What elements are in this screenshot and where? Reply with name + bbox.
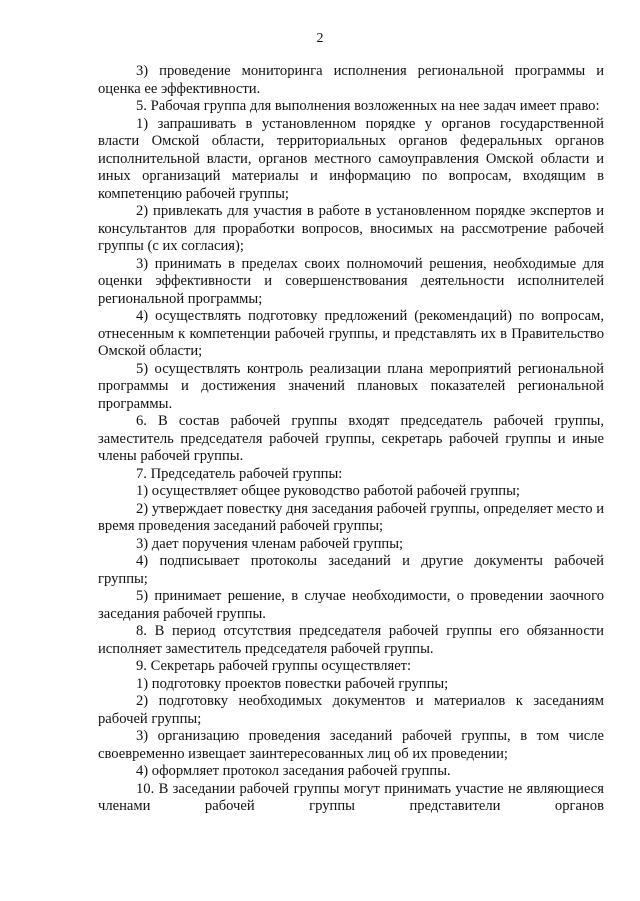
paragraph: 4) подписывает протоколы заседаний и другие документы рабочей группы; xyxy=(98,553,604,587)
paragraph: 5) принимает решение, в случае необходимости, о проведении заочного заседания рабочей группы. xyxy=(98,588,604,622)
paragraph: 3) организацию проведения заседаний рабочей группы, в том числе своевременно извещает заинтересованных лиц об их проведении; xyxy=(98,728,604,762)
paragraph: 7. Председатель рабочей группы: xyxy=(136,465,343,482)
paragraph: 4) осуществлять подготовку предложений (рекомендаций) по вопросам, отнесенным к компетенции рабочей группы, и представлять их в Правительство Омской области; xyxy=(98,308,604,359)
paragraph: 2) утверждает повестку дня заседания рабочей группы, определяет место и время проведения заседаний рабочей группы; xyxy=(98,500,604,534)
document-body xyxy=(98,63,604,816)
paragraph: 5) осуществлять контроль реализации плана мероприятий региональной программы и достижения значений плановых показателей региональной программы. xyxy=(98,360,604,412)
paragraph: 6. В состав рабочей группы входят председатель рабочей группы, заместитель председателя рабочей группы, секретарь рабочей группы и иные члены рабочей группы. xyxy=(98,413,604,464)
paragraph: 2) подготовку необходимых документов и материалов к заседаниям рабочей группы; xyxy=(98,693,604,727)
paragraph: 1) запрашивать в установленном порядке у органов государственной власти Омской области, территориальных органов федеральных органов исполнительной власти, органов местного самоуправления Омской области и иных организаций материалы и информацию по вопросам, входящим в компетенцию рабочей группы; xyxy=(98,115,604,202)
paragraph: 3) принимать в пределах своих полномочий решения, необходимые для оценки эффективности и совершенствования деятельности исполнителей региональной программы; xyxy=(98,255,604,307)
paragraph: 10. В заседании рабочей группы могут принимать участие не являющиеся членами рабочей группы представители органов xyxy=(98,780,604,814)
paragraph: 9. Секретарь рабочей группы осуществляет: xyxy=(136,658,412,674)
page-number: 2 xyxy=(316,31,324,46)
paragraph: 1) осуществляет общее руководство работой рабочей группы; xyxy=(136,483,520,499)
paragraph: 3) дает поручения членам рабочей группы; xyxy=(136,535,404,552)
paragraph: 5. Рабочая группа для выполнения возложенных на нее задач имеет право: xyxy=(136,98,600,114)
paragraph: 1) подготовку проектов повестки рабочей группы; xyxy=(136,675,449,692)
paragraph: 2) привлекать для участия в работе в установленном порядке экспертов и консультантов для проработки вопросов, вносимых на рассмотрение рабочей группы (с их согласия); xyxy=(98,203,604,254)
paragraph: 8. В период отсутствия председателя рабочей группы его обязанности исполняет заместитель председателя рабочей группы. xyxy=(98,623,604,657)
paragraph: 3) проведение мониторинга исполнения региональной программы и оценка ее эффективности. xyxy=(98,63,604,97)
paragraph: 4) оформляет протокол заседания рабочей группы. xyxy=(136,763,451,779)
